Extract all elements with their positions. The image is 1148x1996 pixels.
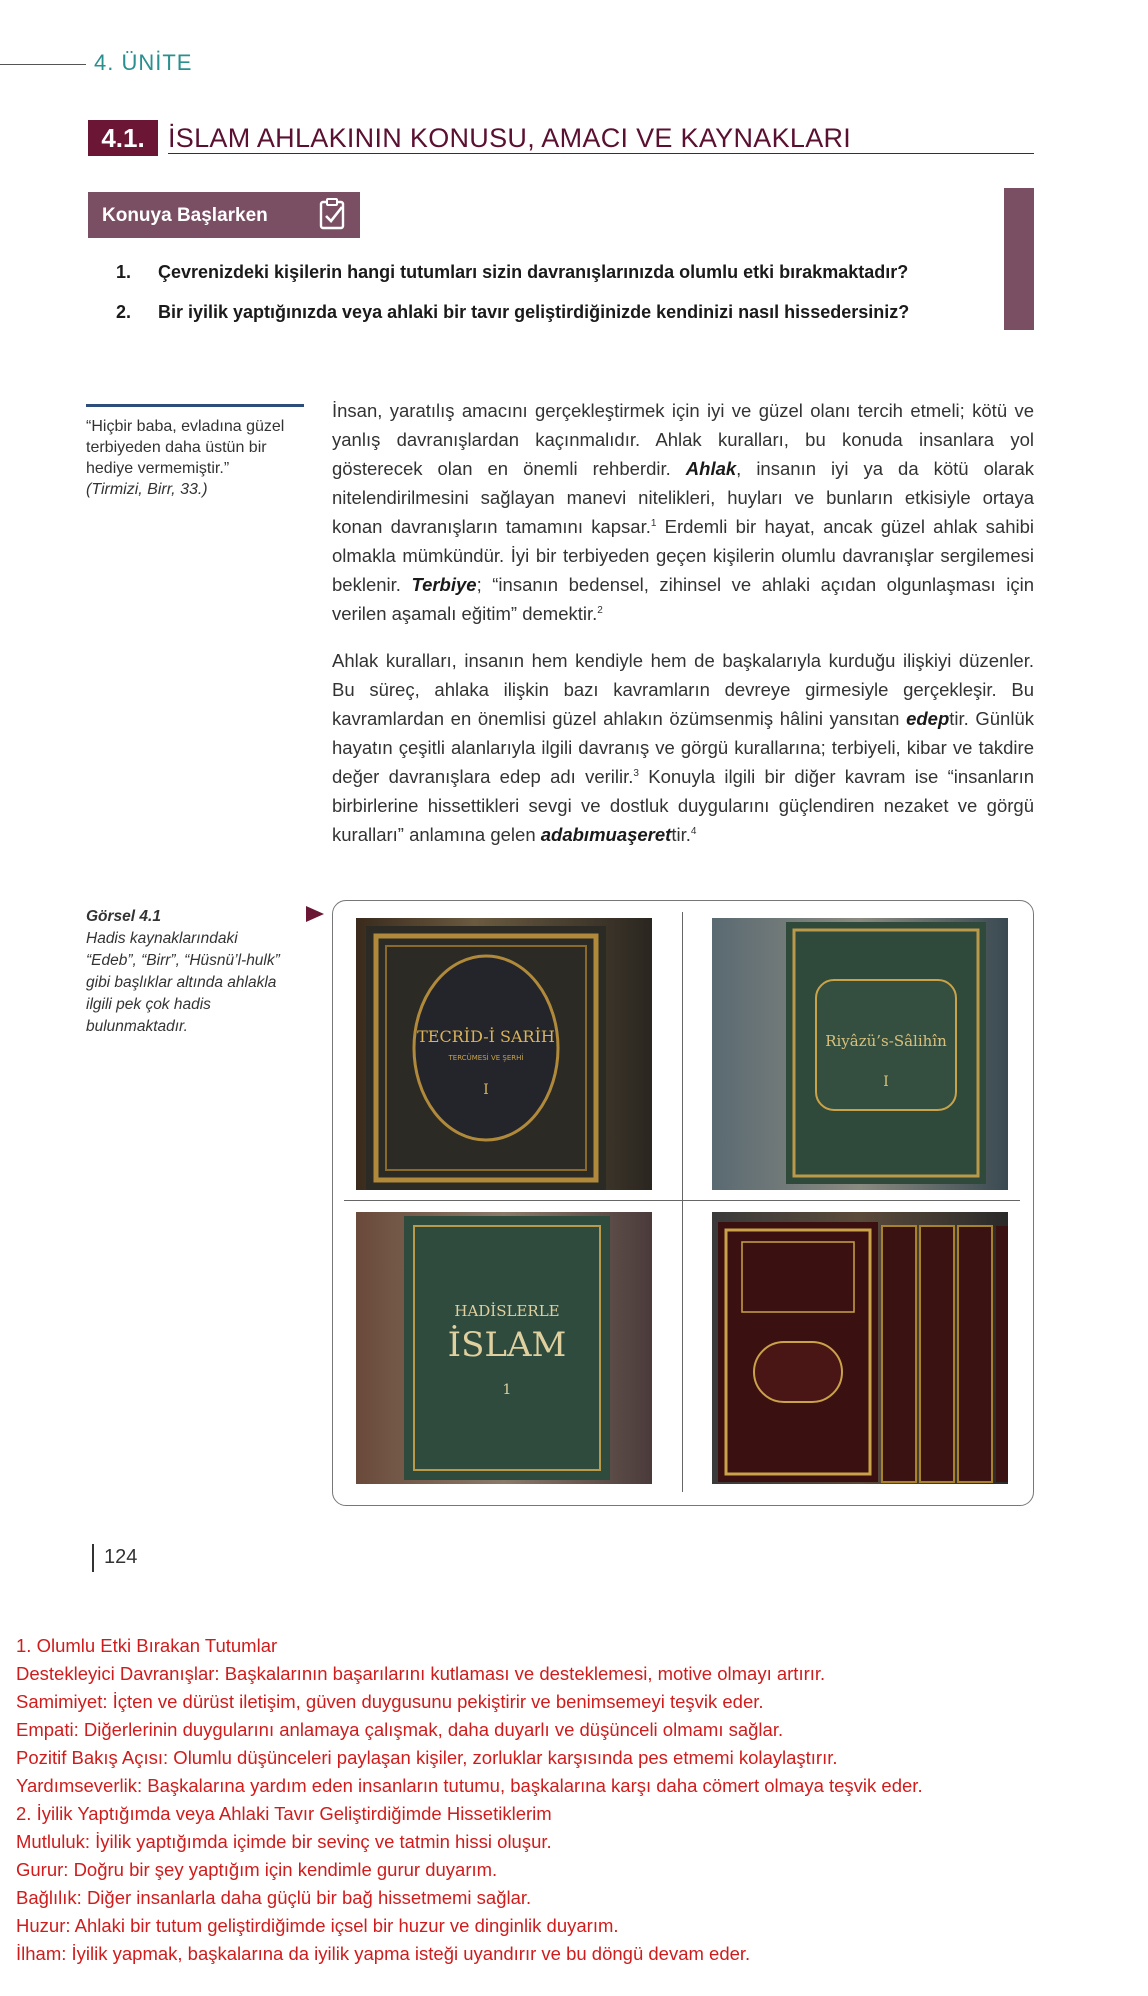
book-title: HADİSLERLE [454,1302,560,1320]
answer-note-line: Huzur: Ahlaki bir tutum geliştirdiğimde içsel bir huzur ve dinginlik duyarım. [16,1915,619,1936]
book-subtitle: TERCÜMESİ VE ŞERHİ [448,1054,524,1062]
paragraph-text: Erdemli bir hayat, ancak güzel ahlak sahibi olmakla mümkündür. İyi bir terbiyeden geçen kişilerin olumlu davranışlar sergilemesi beklenir. [332,516,1034,595]
book-title: Riyâzü’s-Sâlihîn [825,1032,947,1050]
answer-note-line: 1. Olumlu Etki Bırakan Tutumlar [16,1635,278,1656]
answer-note-line: Destekleyici Davranışlar: Başkalarının başarılarını kutlaması ve desteklemesi, motive olmayı artırır. [16,1663,826,1684]
paragraph-text: ; “insanın bedensel, zihinsel ve ahlaki açıdan olgunlaşması için verilen aşamalı eğitim” demektir. [332,574,1034,624]
section-number: 4.1. [88,120,158,156]
question-number: 2. [116,302,132,322]
question-number: 1. [116,262,132,282]
paragraph-text: tir. [671,824,691,845]
question-text: Bir iyilik yaptığınızda veya ahlaki bir tavır geliştirdiğinizde kendinizi nasıl hissedersiniz? [158,302,910,322]
paragraph-text: , insanın iyi ya da kötü olarak nitelendirilmesini sağlayan manevi nitelikleri, huyları ve bunların etkisiyle ortaya konan davranışların tamamını kapsar. [332,458,1034,537]
term-adabimuaseret: adabımuaşeret [540,824,672,845]
term-ahlak: Ahlak [685,458,737,479]
section-underline [168,153,1034,154]
side-accent-bar [1004,188,1034,330]
paragraph-text: İnsan, yaratılış amacını gerçekleştirmek için iyi ve güzel olanı tercih etmeli; kötü ve yanlış davranışlardan kaçınmalıdır. Ahlak kuralları, bu konuda insanlara yol gösterecek olan en önemli rehberdir. [332,400,1034,479]
footnote-marker: 1 [650,517,657,529]
term-terbiye: Terbiye [411,574,477,595]
book-subtitle: İSLAM [447,1325,567,1365]
book-cover-hadislerle-islam [356,1212,652,1484]
paragraph-text: Ahlak kuralları, insanın hem kendiyle hem de başkalarıyla kurduğu ilişkiyi düzenler. Bu süreç, ahlaka ilişkin bazı kavramların devreye girmesiyle gerçekleşir. Bu kavramlardan en önemlisi güzel ahlakın özümsenmiş hâlini yansıtan [332,650,1034,729]
body-paragraph-1 [332,396,1034,628]
figure-caption [86,906,286,1038]
unit-label: 4. ÜNİTE [94,50,193,75]
question-text: Çevrenizdeki kişilerin hangi tutumları sizin davranışlarınızda olumlu etki bırakmaktadır? [158,262,909,282]
figure-caption-text: Hadis kaynaklarındaki “Edeb”, “Birr”, “Hüsnü’l-hulk” gibi başlıklar altında ahlakla ilgili pek çok hadis bulunmaktadır. [86,930,280,1035]
book-photo [356,1212,652,1484]
hadith-quote [86,416,308,500]
paragraph-text: Konuyla ilgili bir diğer kavram ise “insanların birbirlerine hissettikleri sevgi ve dostluk duygularını güçlendiren nezaket ve görgü kuralları” anlamına gelen [332,766,1034,845]
unit-rule [0,64,86,65]
figure-title: Görsel 4.1 [86,908,161,925]
book-photo [712,1212,1008,1484]
answer-note-line: Empati: Diğerlerinin duygularını anlamaya çalışmak, daha duyarlı ve düşünceli olmamı sağlar. [16,1719,784,1740]
konuya-baslarken-label: Konuya Başlarken [102,205,268,226]
book-cover-sunen [712,1212,1008,1484]
body-paragraph-2 [332,646,1034,849]
quote-text: “Hiçbir baba, evladına güzel terbiyeden daha üstün bir hediye vermemiştir.” [86,418,285,477]
paragraph-text: tir. Günlük hayatın çeşitli alanlarıyla ilgili davranış ve görgü kurallarına; terbiyeli, kibar ve takdire değer davranışlara edep adı verilir. [332,708,1034,787]
page-number: 124 [104,1546,138,1568]
page-number-rule [92,1544,94,1572]
term-edep: edep [906,708,950,729]
book-volume: 1 [502,1382,512,1398]
book-cover-tecrid [356,918,652,1190]
gallery-divider-vertical [682,912,683,1492]
play-triangle-icon [306,906,324,922]
answer-note-line: İlham: İyilik yapmak, başkalarına da iyilik yapma isteği uyandırır ve bu döngü devam eder. [16,1943,751,1964]
gallery-divider-horizontal [344,1200,1020,1201]
quote-source: (Tirmizi, Birr, 33.) [86,481,208,498]
book-volume: I [483,1082,489,1098]
answer-note-line: Mutluluk: İyilik yaptığımda içimde bir sevinç ve tatmin hissi oluşur. [16,1831,552,1852]
footnote-marker: 2 [597,604,603,616]
book-photo [712,918,1008,1190]
book-volume: I [883,1074,889,1090]
answer-note-line: 2. İyilik Yaptığımda veya Ahlaki Tavır Geliştirdiğimde Hissetiklerim [16,1803,552,1824]
quote-rule [86,404,304,407]
clipboard-check-icon [318,197,348,231]
answer-note-line: Bağlılık: Diğer insanlarla daha güçlü bir bağ hissetmemi sağlar. [16,1887,532,1908]
book-photo [356,918,652,1190]
book-title: TECRİD-İ SARİH [417,1027,555,1046]
footnote-marker: 3 [633,767,639,779]
answer-note-line: Pozitif Bakış Açısı: Olumlu düşünceleri paylaşan kişiler, zorluklar karşısında pes etmemi kolaylaştırır. [16,1747,838,1768]
answer-note-line: Samimiyet: İçten ve dürüst iletişim, güven duygusunu pekiştirir ve benimsemeyi teşvik eder. [16,1691,764,1712]
answer-note-line: Gurur: Doğru bir şey yaptığım için kendimle gurur duyarım. [16,1859,498,1880]
section-title: İSLAM AHLAKININ KONUSU, AMACI VE KAYNAKLARI [168,123,852,153]
answer-note-line: Yardımseverlik: Başkalarına yardım eden insanların tutumu, başkalarına karşı daha cömert olmaya teşvik eder. [16,1775,923,1796]
footnote-marker: 4 [690,825,697,837]
book-cover-riyazus-salihin [712,918,1008,1190]
